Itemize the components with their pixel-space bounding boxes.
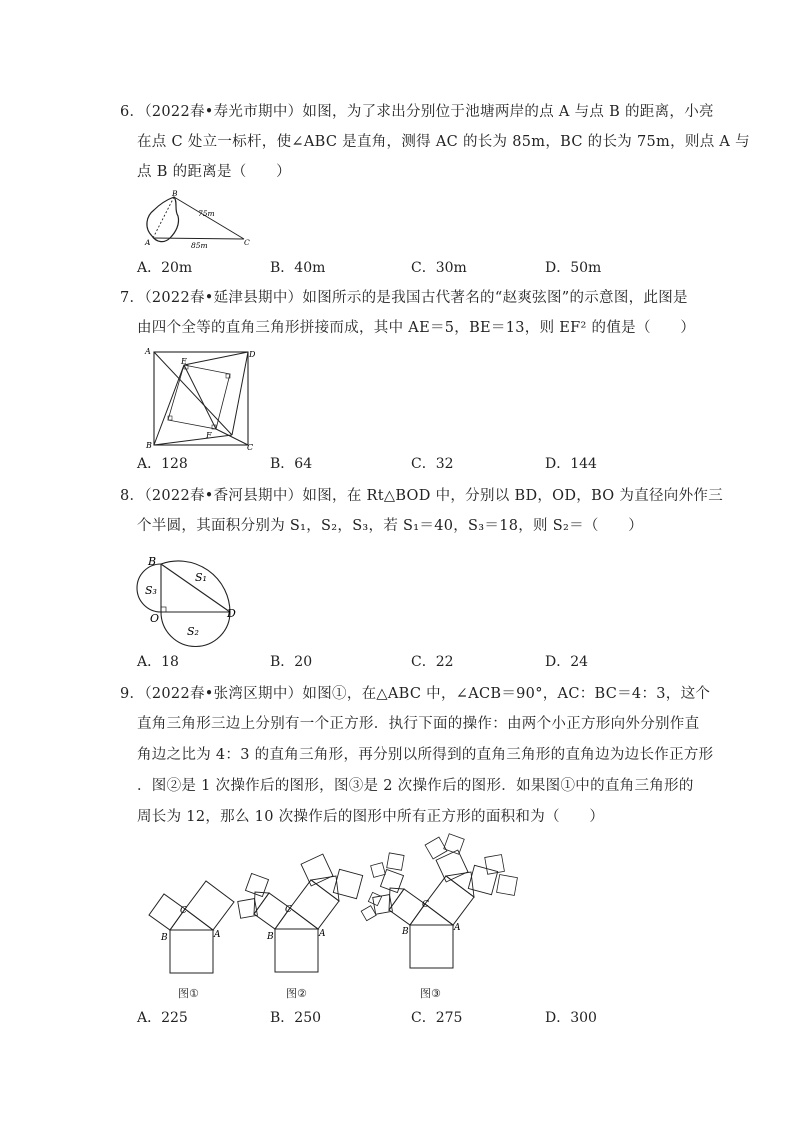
label-b: B <box>267 932 274 942</box>
label-e: E <box>181 357 187 366</box>
option-b[interactable]: B．20 <box>270 654 313 670</box>
caption-figure-3: 图③ <box>420 987 441 1000</box>
label-b: B <box>172 189 178 198</box>
option-d[interactable]: D．50m <box>545 260 602 276</box>
label-a: A <box>454 923 461 933</box>
label-f: F <box>206 431 212 440</box>
label-bc-length: 75m <box>198 209 215 218</box>
label-c: C <box>285 905 292 915</box>
option-a[interactable]: A．128 <box>137 456 188 472</box>
question-8-options <box>137 651 657 673</box>
pythagoras-tree-figure-2 <box>235 856 365 978</box>
question-9-line-5: 周长为 12，那么 10 次操作后的图形中所有正方形的面积和为（ ） <box>137 809 605 825</box>
option-b[interactable]: B．64 <box>270 456 313 472</box>
label-c: C <box>422 900 429 910</box>
option-c[interactable]: C．32 <box>411 456 454 472</box>
question-9-options <box>137 1007 657 1029</box>
inner-square <box>168 365 230 429</box>
label-a: A <box>145 238 151 247</box>
label-a: A <box>319 929 326 939</box>
label-c: C <box>247 443 254 452</box>
label-a: A <box>145 347 151 356</box>
label-b: B <box>148 555 157 568</box>
label-a: A <box>214 930 221 940</box>
option-d[interactable]: D．24 <box>545 654 589 670</box>
caption-figure-1: 图① <box>178 987 199 1000</box>
semicircles-figure <box>135 544 245 646</box>
question-9-line-3: 角边之比为 4：3 的直角三角形，再分别以所得到的直角三角形的直角边为边长作正方形 <box>137 747 714 763</box>
question-6-line-3: 点 B 的距离是（ ） <box>137 164 291 180</box>
label-s1: S₁ <box>195 571 207 584</box>
caption-figure-2: 图② <box>286 987 307 1000</box>
label-b: B <box>146 441 152 450</box>
question-9-line-4: ．图②是 1 次操作后的图形，图③是 2 次操作后的图形．如果图①中的直角三角形的 <box>137 778 694 794</box>
label-c: C <box>244 238 250 247</box>
label-ac-length: 85m <box>191 241 208 250</box>
segment-bc <box>174 197 244 239</box>
question-6-line-1: 6．（2022春•寿光市期中）如图，为了求出分别位于池塘两岸的点 A 与点 B 的距离，小亮 <box>120 104 714 120</box>
pythagoras-tree-figure-1 <box>145 878 235 978</box>
question-9-line-2: 直角三角形三边上分别有一个正方形．执行下面的操作：由两个小正方形向外分别作直 <box>137 716 700 732</box>
option-c[interactable]: C．30m <box>411 260 467 276</box>
question-7-line-1: 7．（2022春•延津县期中）如图所示的是我国古代著名的“赵爽弦图”的示意图，此图是 <box>120 290 688 306</box>
pond-figure <box>140 189 265 250</box>
option-b[interactable]: B．40m <box>270 260 326 276</box>
option-c[interactable]: C．22 <box>411 654 454 670</box>
label-s2: S₂ <box>187 625 199 638</box>
option-b[interactable]: B．250 <box>270 1010 322 1026</box>
option-a[interactable]: A．225 <box>137 1010 188 1026</box>
label-d: D <box>249 350 256 359</box>
label-c: C <box>180 906 187 916</box>
label-b: B <box>402 927 409 937</box>
question-6-options <box>137 257 657 279</box>
pythagoras-tree-figure-3 <box>362 836 522 978</box>
question-7-line-2: 由四个全等的直角三角形拼接而成，其中 AE＝5，BE＝13，则 EF² 的值是（ ） <box>137 320 696 336</box>
zhaoshuang-figure <box>140 344 260 452</box>
option-a[interactable]: A．18 <box>137 654 179 670</box>
question-8-line-2: 个半圆，其面积分别为 S₁，S₂，S₃，若 S₁＝40，S₃＝18，则 S₂＝（ ） <box>137 518 644 534</box>
label-d: D <box>227 607 236 620</box>
option-a[interactable]: A．20m <box>137 260 193 276</box>
question-9-line-1: 9．（2022春•张湾区期中）如图①，在△ABC 中，∠ACB＝90°，AC：BC＝4：3，这个 <box>120 686 711 702</box>
option-d[interactable]: D．300 <box>545 1010 597 1026</box>
label-s3: S₃ <box>145 584 157 597</box>
label-o: O <box>150 612 160 625</box>
question-6-line-2: 在点 C 处立一标杆，使∠ABC 是直角，测得 AC 的长为 85m，BC 的长为 75m，则点 A 与 <box>137 134 750 150</box>
question-8-line-1: 8．（2022春•香河县期中）如图，在 Rt△BOD 中，分别以 BD，OD，BO 为直径向外作三 <box>120 488 724 504</box>
option-d[interactable]: D．144 <box>545 456 597 472</box>
label-b: B <box>161 933 168 943</box>
option-c[interactable]: C．275 <box>411 1010 463 1026</box>
question-7-options <box>137 453 657 475</box>
